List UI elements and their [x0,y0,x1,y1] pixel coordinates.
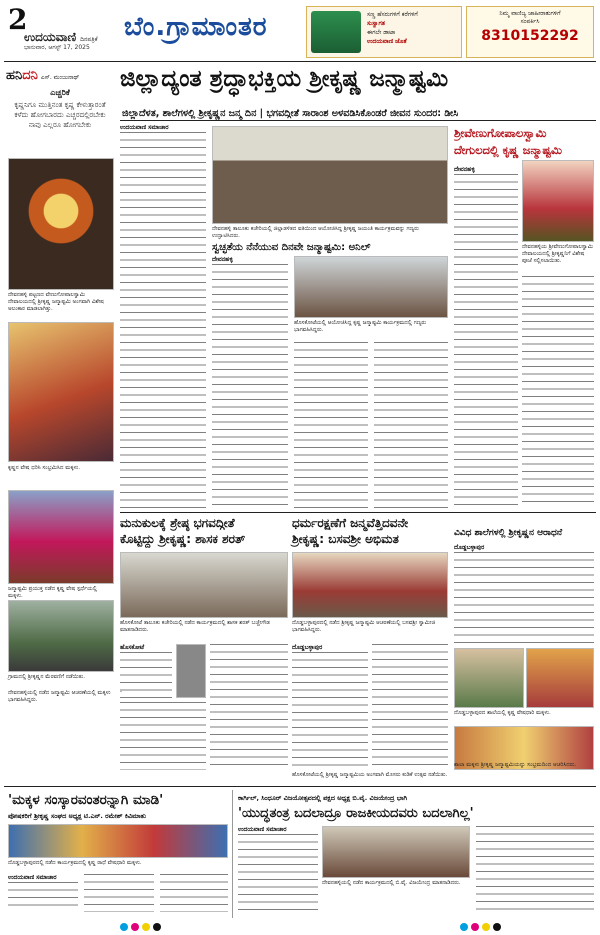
sidebar-caption4: ಗ್ರಾಮದಲ್ಲಿ ಶ್ರೀಕೃಷ್ಣನ ಮೆರವಣಿಗೆ ನಡೆಯಿತು. [8,674,85,680]
poem-title: ಎಚ್ಚರಿಕೆ [50,88,70,97]
right-story-body-col1 [454,174,518,260]
photo-children-costume [8,490,114,584]
logo-author: ಎಸ್. ಮಂಜುನಾಥ್ [40,74,80,81]
bottom-left-headline: 'ಮಕ್ಕಳ ಸಂಸ್ಕಾರವಂತರನ್ನಾಗಿ ಮಾಡಿ' [8,792,164,808]
bottom-left-byline: ಉದಯವಾಣಿ ಸಮಾಚಾರ [8,874,57,881]
registration-marks-right [460,916,504,935]
story2-photo-caption: ಹೊಸಕೋಟೆಯಲ್ಲಿ ಆಯೋಜಿಸಿದ್ದ ಕೃಷ್ಣ ಜನ್ಮಾಷ್ಟಮಿ ಕಾರ್ಯಕ್ರಮದಲ್ಲಿ ಗಣ್ಯರು ಭಾಗವಹಿಸಿದ್ದರು. [294,320,427,333]
story2-headline: ಸ್ವಚ್ಛತೆಯ ನೆನೆಯುವ ದಿನವೇ ಜನ್ಮಾಷ್ಟಮಿ: ಅನಿಲ್ [212,242,371,253]
sidebar-caption2: ಕೃಷ್ಣನ ವೇಷ ಧರಿಸಿ ಸಂಭ್ರಮಿಸಿದ ಮಕ್ಕಳು. [8,465,80,471]
ad1-line2: ಸುಸ್ವಾಗತ [367,20,385,27]
hani-dani-logo [6,68,79,83]
story3-headline2: ಕೊಟ್ಟಿದ್ದು ಶ್ರೀಕೃಷ್ಣ: ಶಾಸಕ ಶರತ್ [120,532,246,546]
photo-child-krishna [8,322,114,462]
bottom-left-caption: ದೊಡ್ಡಬಳ್ಳಾಪುರದಲ್ಲಿ ನಡೆದ ಕಾರ್ಯಕ್ರಮದಲ್ಲಿ ಕೃಷ್ಣ ರಾಧೆ ವೇಷಧಾರಿ ಮಕ್ಕಳು. [8,860,142,866]
photo-venugopalaswamy [522,160,594,242]
story3-photo-caption: ಹೊಸಕೋಟೆ ತಾಲೂಕು ಕಚೇರಿಯಲ್ಲಿ ನಡೆದ ಕಾರ್ಯಕ್ರಮದಲ್ಲಿ ಶಾಸಕ ಶರತ್ ಬಚ್ಚೇಗೌಡ ಮಾತನಾಡಿದರು. [120,620,270,633]
story4-headline1: ಧರ್ಮರಕ್ಷಣೆಗೆ ಜನ್ಮವೆತ್ತಿದವನೇ [292,516,409,530]
black-mark-icon [493,923,501,931]
story2-body-col3 [374,342,448,508]
cyan-mark-icon [460,923,468,931]
right-story-byline: ದೇವನಹಳ್ಳಿ [454,166,475,173]
bottom-left-subhead: ಪೋಷಕರಿಗೆ ಶ್ರೀಕೃಷ್ಣ ಸಂಘದ ಅಧ್ಯಕ್ಷ ಟಿ.ಎನ್. ರಮೇಶ್ ಕಿವಿಮಾತು [8,812,147,820]
bottom-right-headline: 'ಯುದ್ಧತಂತ್ರ ಬದಲಾದ್ರೂ ರಾಜಕೀಯದವರು ಬದಲಾಗಿಲ್ಲ' [238,806,474,821]
advertisement-telecom [306,6,462,58]
story2-body-col2 [294,342,368,508]
ad1-line4: ಉದಯವಾಣಿ ಜೊತೆ [367,38,407,45]
story2-byline: ದೇವನಹಳ್ಳಿ [212,256,233,263]
story4-body-col2 [372,644,448,770]
story5-byline: ದೊಡ್ಡಬಳ್ಳಾಪುರ [454,544,485,551]
story3-body-col1 [120,652,172,698]
bottom-right-caption: ದೇವನಹಳ್ಳಿಯಲ್ಲಿ ನಡೆದ ಕಾರ್ಯಕ್ರಮದಲ್ಲಿ ಬಿ.ವೈ. ವಿಜಯೇಂದ್ರ ಮಾತನಾಡಿದರು. [322,880,461,886]
lead-subhead: ಜಿಲ್ಲಾದೆಳತ, ಶಾಲೆಗಳಲ್ಲಿ ಶ್ರೀಕೃಷ್ಣನ ಜನ್ಮ ದಿನ | ಭಗವದ್ಗೀತೆ ಸಾರಾಂಶ ಅಳವಡಿಸಿಕೊಂಡರೆ ಜೀವನ ಸುಂದರ: ಡೀಸಿ [122,108,459,119]
section-rule-2 [4,786,596,787]
bottom-left-body-col3 [160,874,228,912]
cyan-mark-icon [120,923,128,931]
lead-headline: ಜಿಲ್ಲಾದ್ಯಂತ ಶ್ರದ್ಧಾಭಕ್ತಿಯ ಶ್ರೀಕೃಷ್ಣ ಜನ್ಮಾಷ್ಟಮಿ [120,66,449,92]
story4-body-col1 [292,652,368,770]
bottom-divider [232,790,233,918]
lead-body-col1 [120,132,206,508]
mid-caption-left: ದೇವನಹಳ್ಳಿಯಲ್ಲಿ ನಡೆದ ಜನ್ಮಾಷ್ಟಮಿ ಆಚರಣೆಯಲ್ಲಿ ಮಕ್ಕಳು ಭಾಗವಹಿಸಿದ್ದರು. [8,690,111,703]
dateline: ಭಾನುವಾರ, ಆಗಸ್ಟ್ 17, 2025 [24,44,90,51]
right-story-headline1: ಶ್ರೀವೇಣುಗೋಪಾಲಸ್ವಾಮಿ [454,126,547,140]
ad1-line1: ಸಣ್ಣ ಹೆಸರುಗಳಿಗೆ ಕರೆಗಳಿಗೆ [367,11,418,18]
photo-krishna-idol [8,158,114,290]
bottom-left-body-col2 [84,874,154,912]
photo-school-2 [526,648,594,708]
story4-photo-caption: ದೊಡ್ಡಬಳ್ಳಾಪುರದಲ್ಲಿ ನಡೆದ ಶ್ರೀಕೃಷ್ಣ ಜನ್ಮಾಷ್ಟಮಿ ಆಚರಣೆಯಲ್ಲಿ ಬಸವಶ್ರೀ ಸ್ವಾಮೀಜಿ ಭಾಗವಹಿಸಿದ್ದರು. [292,620,436,633]
bottom-right-kicker: ಕಾರ್ಗಿಲ್, ಸಿಂಧೂರ್ ವಿಜಯೋತ್ಸವದಲ್ಲಿ ಪಕ್ಷದ ಅಧ್ಯಕ್ಷ ಬಿ.ವೈ. ವಿಜಯೇಂದ್ರ ಭಾಗಿ [238,794,408,802]
story3-body-col3 [120,702,206,770]
photo-story4 [292,552,448,618]
photo-lead-inauguration [212,126,448,224]
story5-photo-caption2: ಶಾಲಾ ಮಕ್ಕಳು ಶ್ರೀಕೃಷ್ಣ ಜನ್ಮಾಷ್ಟಮಿಯನ್ನು ಸಂಭ್ರಮದಿಂದ ಆಚರಿಸಿದರು. [454,762,577,768]
right-story-head-box [454,126,594,160]
photo-school-1 [454,648,524,708]
poem-text: ಕೃಷ್ಣನಿಗೂ ಮುತ್ತಿನಂತ ಕೃಷ್ಣ ಕೇಳುತ್ತಾರಂತೆ ಕಳೆದು ಹೋಗಬಾರದು ಎಚ್ಚರದಲ್ಲಿರಬೇಕು ನಾವು ಎಲ್ಲರೂ ಹೋಗಬೇಕು [14,101,106,129]
spacer [120,690,122,692]
black-mark-icon [153,923,161,931]
ad2-line2: ಸಂಪರ್ಕಿಸಿ [520,18,540,25]
story2-body-col1 [212,264,288,508]
right-story-body-col3 [522,276,594,508]
yellow-mark-icon [142,923,150,931]
bottom-right-body-col1 [238,834,318,912]
photo-story2 [294,256,448,318]
ad1-line3: ಈಗಲೇ ಡಾಟಾ [367,29,396,36]
registration-marks [120,916,164,935]
page-number: 2 [8,3,28,36]
photo-procession [8,600,114,672]
logo-part1: ಹನಿ [6,68,23,83]
phone-image-icon [311,11,361,53]
logo-part2: ದನಿ [22,68,38,83]
lead-byline: ಉದಯವಾಣಿ ಸಮಾಚಾರ [120,124,169,131]
photo-bottom-left [8,824,228,858]
sidebar-caption3: ಜನ್ಮಾಷ್ಟಮಿ ಪ್ರಯುಕ್ತ ನಡೆದ ಕೃಷ್ಣ ವೇಷ ಸ್ಪರ್ಧೆಯಲ್ಲಿ ಮಕ್ಕಳು. [8,586,97,599]
story5-body [454,552,594,644]
photo-story3 [120,552,288,618]
poem-block [8,88,112,130]
bottom-left-body-col1 [8,882,78,912]
story3-body-col2 [210,644,288,770]
paper-name [24,30,98,45]
right-story-headline2: ದೇಗುಲದಲ್ಲಿ ಕೃಷ್ಣ ಜನ್ಮಾಷ್ಟಮಿ [454,143,563,157]
story5-photo-caption1: ದೊಡ್ಡಬಳ್ಳಾಪುರದ ಶಾಲೆಯಲ್ಲಿ ಕೃಷ್ಣ ವೇಷಧಾರಿ ಮಕ್ಕಳು. [454,710,551,716]
masthead-rule [4,61,596,62]
magenta-mark-icon [131,923,139,931]
section-rule-1 [120,512,596,513]
photo-vijayendra [322,826,470,878]
lead-rule [120,120,596,121]
advertisement-contact [466,6,594,58]
story3-headline1: ಮನುಕುಲಕ್ಕೆ ಶ್ರೇಷ್ಠ ಭಗವದ್ಗೀತೆ [120,516,235,530]
paper-name-text: ಉದಯವಾಣಿ [24,30,77,44]
paper-suffix: ದಿನಪತ್ರಿಕೆ [80,36,98,43]
story5-headline: ವಿವಿಧ ಶಾಲೆಗಳಲ್ಲಿ ಶ್ರೀಕೃಷ್ಣನ ಆರಾಧನೆ [454,528,563,538]
yellow-mark-icon [482,923,490,931]
ad2-line1: ನಿಮ್ಮ ವಾಣಿಜ್ಯ ಜಾಹೀರಾತುಗಳಿಗೆ [499,10,561,17]
right-story-photo-caption: ದೇವನಹಳ್ಳಿಯ ಶ್ರೀವೇಣುಗೋಪಾಲಸ್ವಾಮಿ ದೇವಾಲಯದಲ್ಲಿ ಶ್ರೀಕೃಷ್ಣನಿಗೆ ವಿಶೇಷ ಪೂಜೆ ಸಲ್ಲಿಸಲಾಯಿತು. [522,244,593,264]
ad2-phone: 8310152292 [481,28,579,44]
story3-byline: ಹೊಸಕೋಟೆ [120,644,145,651]
sidebar-caption1: ದೇವನಹಳ್ಳಿ ಪಟ್ಟಣದ ವೇಣುಗೋಪಾಲಸ್ವಾಮಿ ದೇವಾಲಯದಲ್ಲಿ ಶ್ರೀಕೃಷ್ಣ ಜನ್ಮಾಷ್ಟಮಿ ಅಂಗವಾಗಿ ವಿಶೇಷ ಅಲಂಕಾರ ಮಾಡಲಾಗಿತ್ತು. [8,292,104,312]
bottom-right-body-col2 [476,826,594,912]
story4-byline: ದೊಡ್ಡಬಳ್ಳಾಪುರ [292,644,323,651]
story4-headline2: ಶ್ರೀಕೃಷ್ಣ: ಬಸವಶ್ರೀ ಅಭಿಮತ [292,532,399,546]
mid-caption-center: ಹೊಸಕೋಟೆಯಲ್ಲಿ ಶ್ರೀಕೃಷ್ಣ ಜನ್ಮಾಷ್ಟಮಿಯ ಅಂಗವಾಗಿ ಮೊಸರು ಕುಡಿಕೆ ಉತ್ಸವ ನಡೆಯಿತು. [292,772,448,778]
magenta-mark-icon [471,923,479,931]
lead-photo-caption: ದೇವನಹಳ್ಳಿ ತಾಲೂಕು ಕಚೇರಿಯಲ್ಲಿ ಜಿಲ್ಲಾಡಳಿತದ ವತಿಯಿಂದ ಆಯೋಜಿಸಿದ್ದ ಶ್ರೀಕೃಷ್ಣ ಜಯಂತಿ ಕಾರ್ಯಕ್ರಮವನ್ನು ಗಣ್ಯರು ಉದ್ಘಾಟಿಸಿದರು. [212,226,419,239]
bottom-right-byline: ಉದಯವಾಣಿ ಸಮಾಚಾರ [238,826,287,833]
right-story-body-col2 [454,264,518,508]
photo-story3-inset [176,644,206,698]
section-title: ಬೆಂ.ಗ್ರಾಮಾಂತರ [124,12,268,42]
